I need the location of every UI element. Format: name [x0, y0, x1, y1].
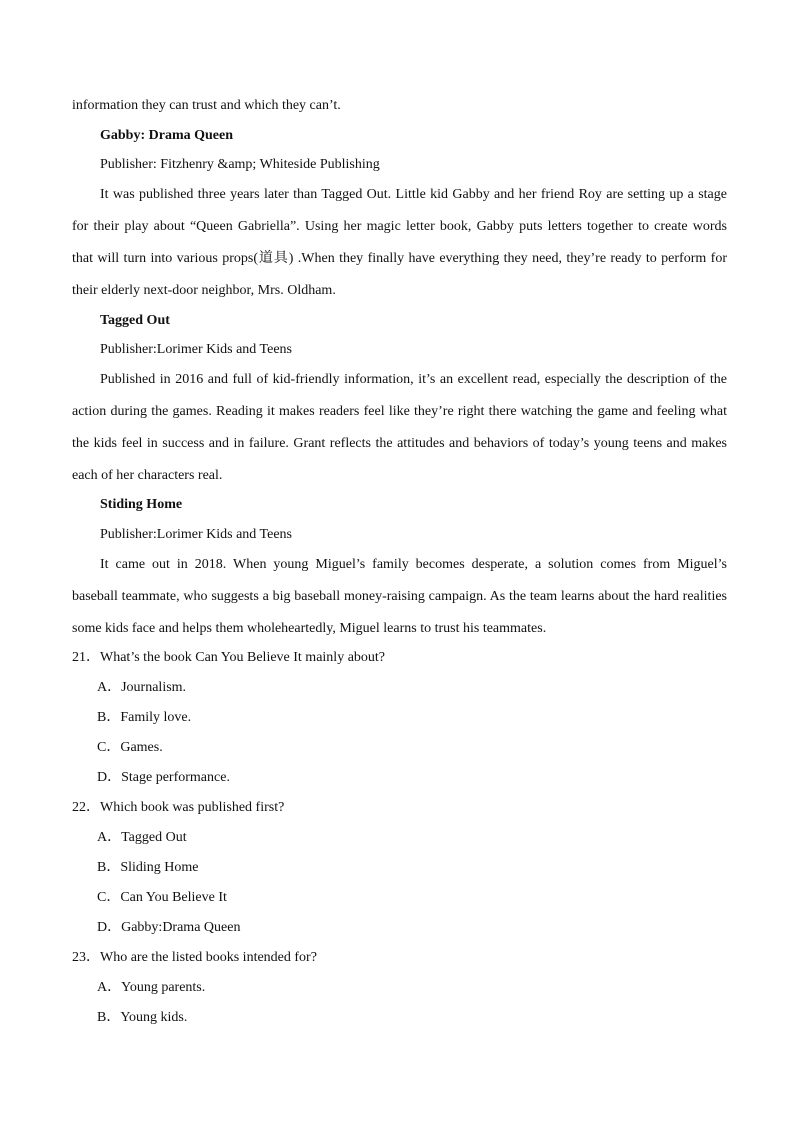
question-stem: 21．What’s the book Can You Believe It mainly about?: [72, 650, 386, 665]
question-stem: 23．Who are the listed books intended for?: [72, 950, 317, 965]
book-description-line: Published in 2016 and full of kid-friendly information, it’s an excellent read, especially the description of the: [100, 372, 727, 387]
answer-option[interactable]: B．Family love.: [97, 710, 192, 725]
question-stem: 22．Which book was published first?: [72, 800, 285, 815]
intro-tail: information they can trust and which they can’t.: [72, 98, 341, 113]
answer-option[interactable]: D．Gabby:Drama Queen: [97, 920, 241, 935]
book-description-line: It came out in 2018. When young Miguel’s family becomes desperate, a solution comes from Miguel’s: [100, 557, 727, 572]
answer-option[interactable]: C．Can You Believe It: [97, 890, 227, 905]
book-description-line: baseball teammate, who suggests a big baseball money-raising campaign. As the team learns about the hard realities: [72, 589, 727, 604]
book-description-line: action during the games. Reading it makes readers feel like they’re right there watching the game and feeling what: [72, 404, 727, 419]
answer-option[interactable]: B．Sliding Home: [97, 860, 199, 875]
book-title: Gabby: Drama Queen: [100, 128, 233, 143]
book-description-line: that will turn into various props(道具) .When they finally have everything they need, they’re ready to perform for: [72, 251, 727, 266]
book-description-line: It was published three years later than Tagged Out. Little kid Gabby and her friend Roy are setting up a stage: [100, 187, 727, 202]
answer-option[interactable]: A．Tagged Out: [97, 830, 187, 845]
answer-option[interactable]: D．Stage performance.: [97, 770, 230, 785]
book-title: Tagged Out: [100, 313, 170, 328]
answer-option[interactable]: A．Journalism.: [97, 680, 187, 695]
book-description-line: some kids face and helps them wholeheartedly, Miguel learns to trust his teammates.: [72, 621, 547, 636]
book-description-line: the kids feel in success and in failure. Grant reflects the attitudes and behaviors of today’s young teens and makes: [72, 436, 727, 451]
answer-option[interactable]: A．Young parents.: [97, 980, 206, 995]
answer-option[interactable]: C．Games.: [97, 740, 163, 755]
book-publisher: Publisher:Lorimer Kids and Teens: [100, 342, 293, 357]
answer-option[interactable]: B．Young kids.: [97, 1010, 188, 1025]
book-publisher: Publisher: Fitzhenry &amp; Whiteside Publishing: [100, 157, 380, 172]
book-title: Stiding Home: [100, 497, 183, 512]
book-description-line: each of her characters real.: [72, 468, 223, 483]
book-description-line: their elderly next-door neighbor, Mrs. Oldham.: [72, 283, 336, 298]
book-description-line: for their play about “Queen Gabriella”. Using her magic letter book, Gabby puts letters together to create words: [72, 219, 727, 234]
book-publisher: Publisher:Lorimer Kids and Teens: [100, 527, 293, 542]
